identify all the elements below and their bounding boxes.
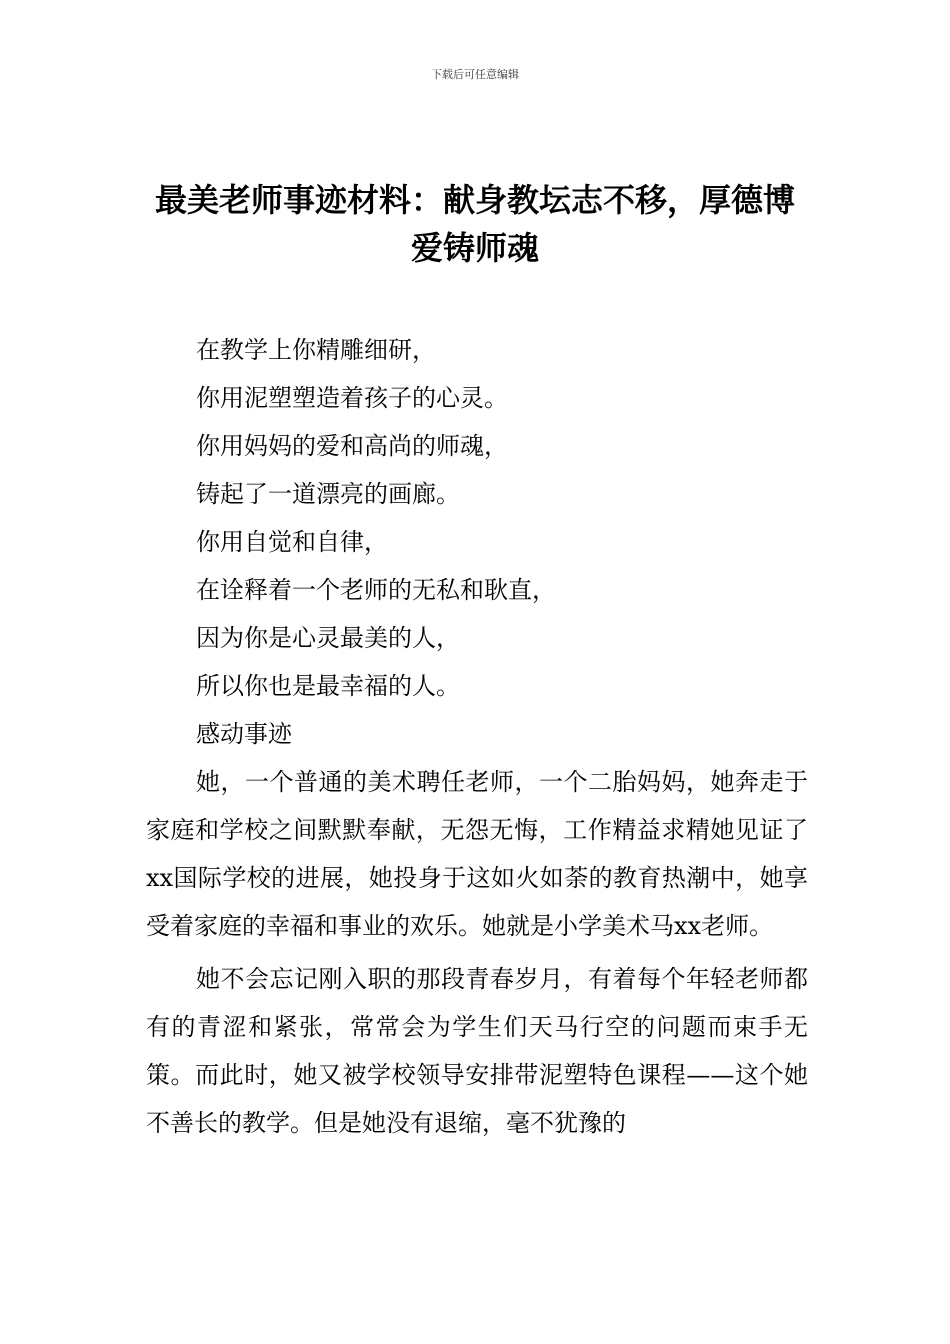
header-note: 下载后可任意编辑 bbox=[431, 68, 519, 81]
body-paragraph: 她不会忘记刚入职的那段青春岁月，有着每个年轻老师都有的青涩和紧张，常常会为学生们天马行空的问题而束手无策。而此时，她又被学校领导安排带泥塑特色课程——这个她不善长的教学。但是她没有退缩，毫不犹豫的 bbox=[146, 965, 808, 1137]
poem-line: 铸起了一道漂亮的画廊。 bbox=[196, 480, 460, 508]
poem-line: 你用自觉和自律， bbox=[196, 528, 388, 556]
poem-line: 所以你也是最幸福的人。 bbox=[196, 672, 460, 700]
document-body bbox=[146, 326, 808, 1147]
poem-line: 在教学上你精雕细研， bbox=[196, 336, 436, 364]
body-paragraph: 她，一个普通的美术聘任老师，一个二胎妈妈，她奔走于家庭和学校之间默默奉献，无怨无悔，工作精益求精她见证了xx国际学校的进展，她投身于这如火如荼的教育热潮中，她享受着家庭的幸福和事业的欢乐。她就是小学美术马xx老师。 bbox=[146, 768, 808, 940]
section-heading: 感动事迹 bbox=[196, 720, 292, 748]
document-title: 最美老师事迹材料：献身教坛志不移，厚德博爱铸师魂 bbox=[154, 181, 795, 267]
poem-line: 你用妈妈的爱和高尚的师魂， bbox=[196, 432, 508, 460]
poem-line: 在诠释着一个老师的无私和耿直， bbox=[196, 576, 556, 604]
poem-line: 你用泥塑塑造着孩子的心灵。 bbox=[196, 384, 508, 412]
poem-line: 因为你是心灵最美的人， bbox=[196, 624, 460, 652]
